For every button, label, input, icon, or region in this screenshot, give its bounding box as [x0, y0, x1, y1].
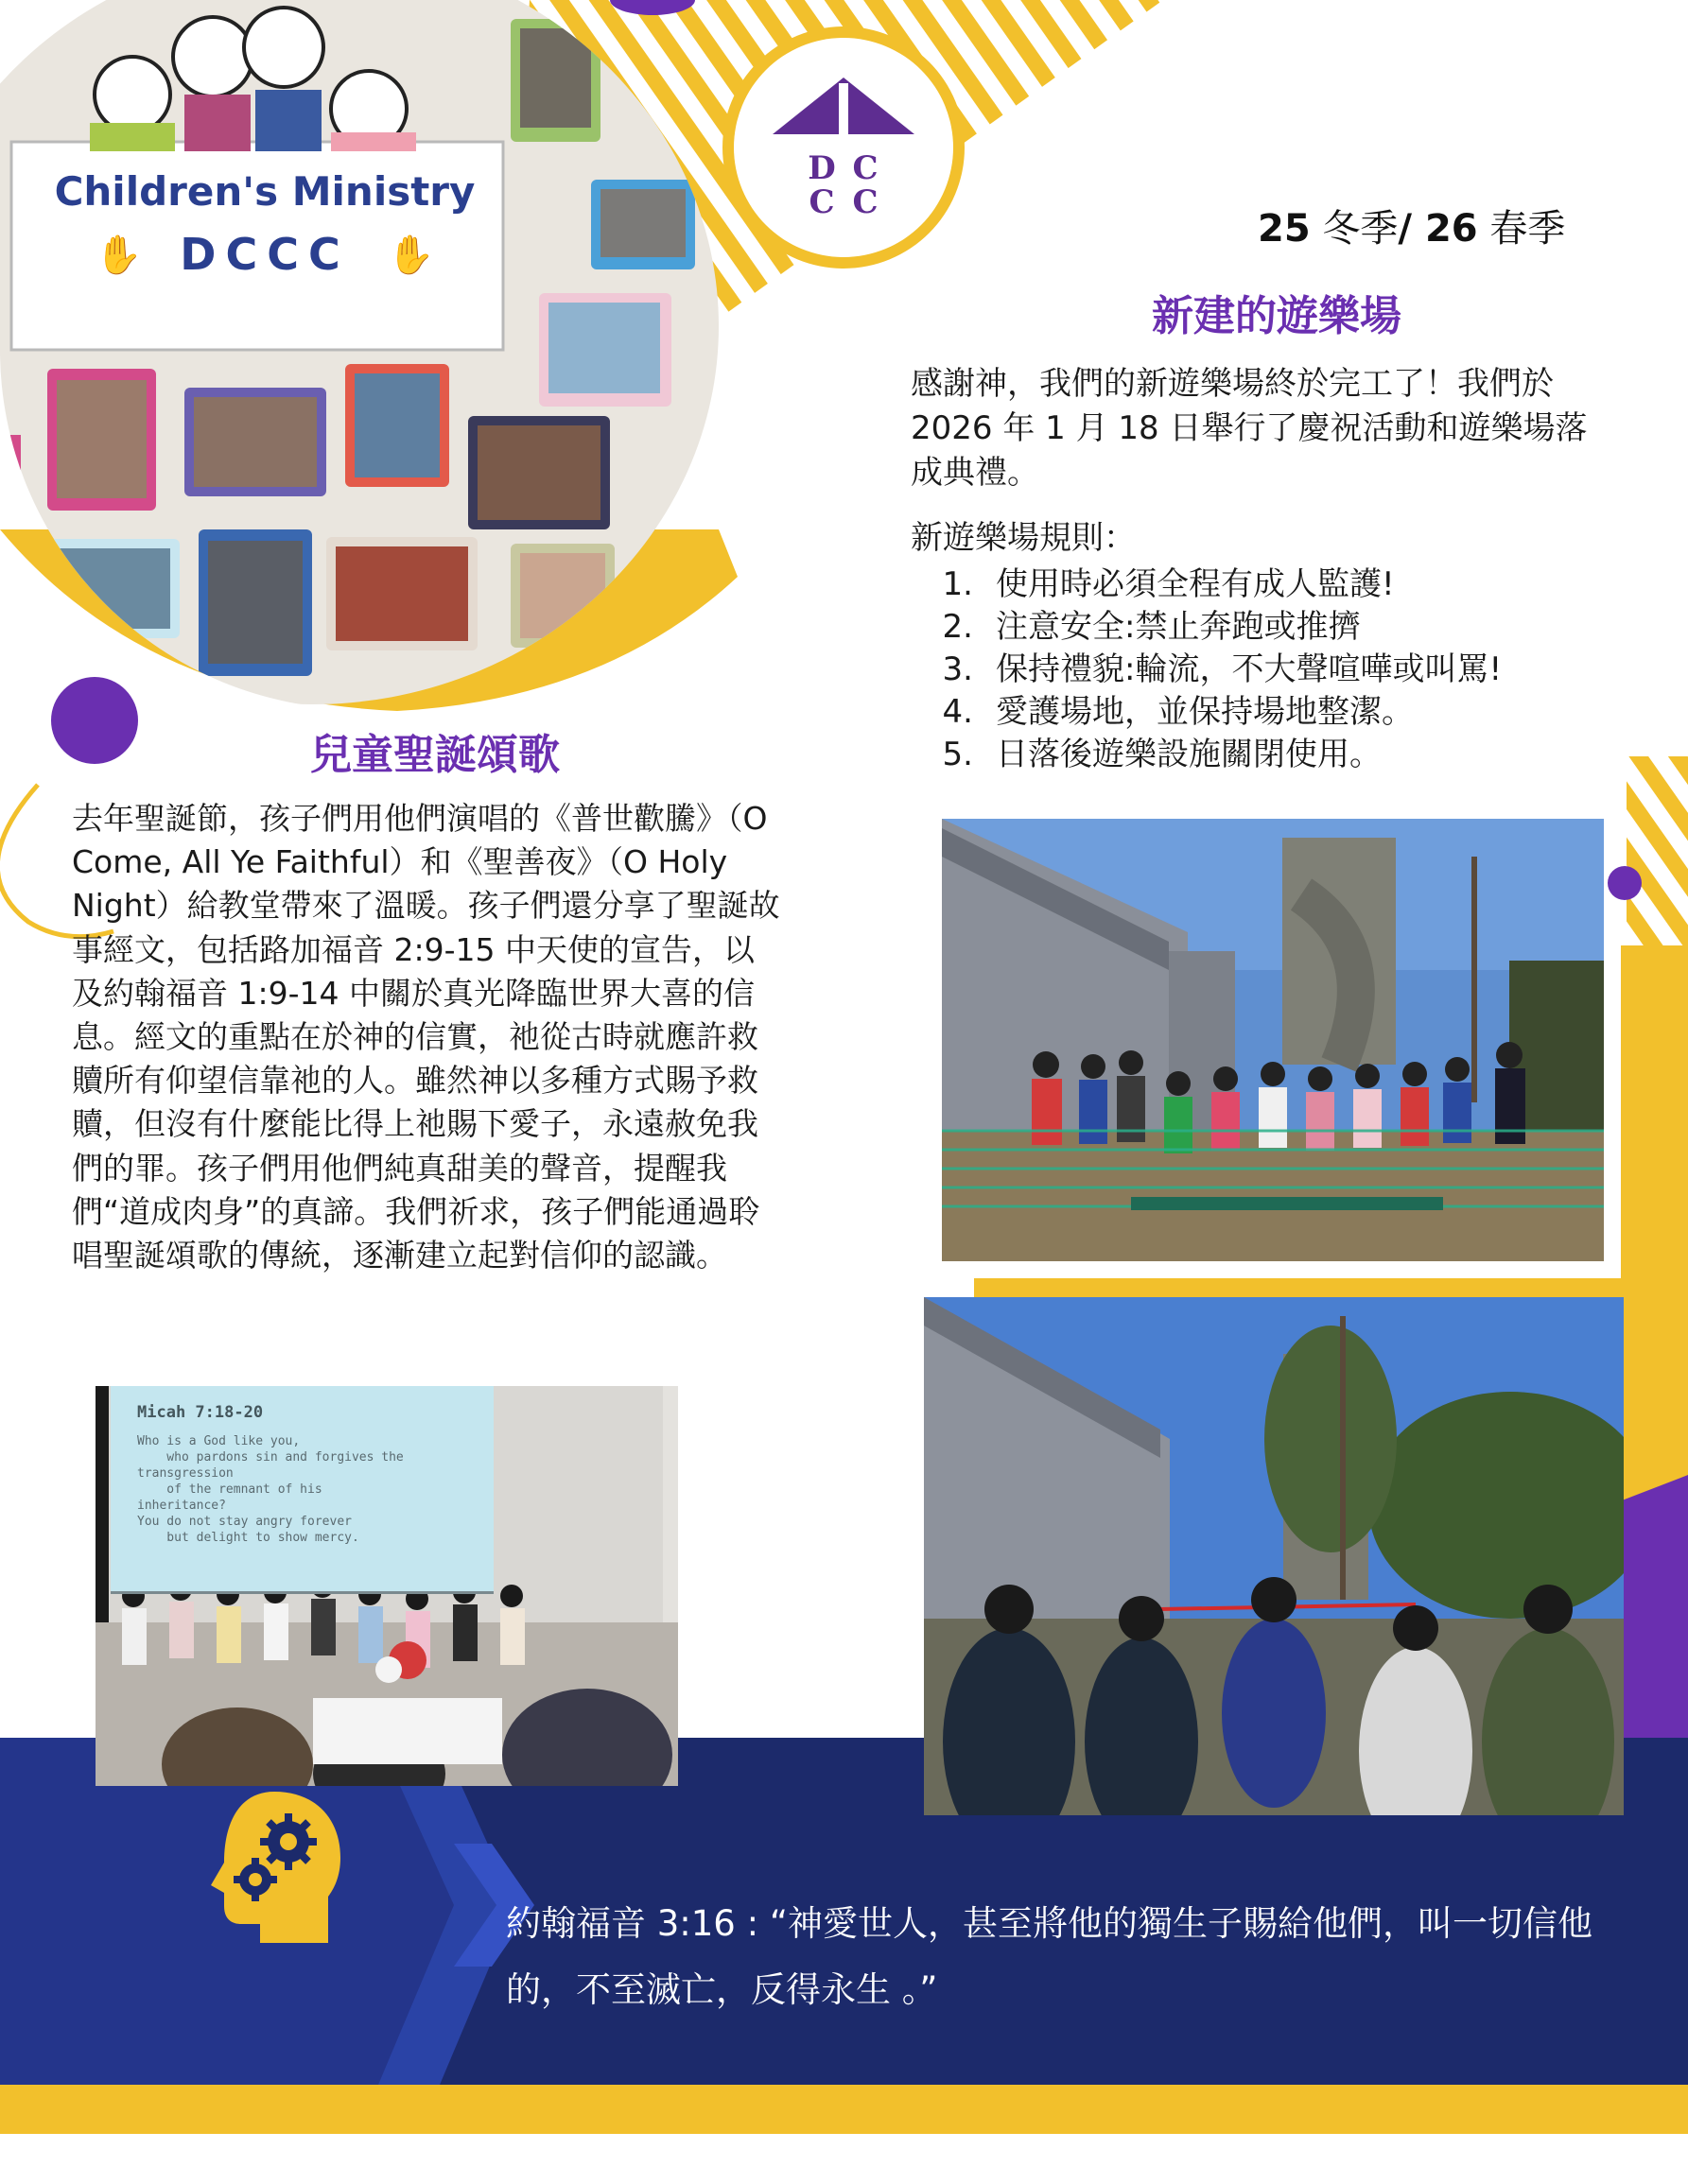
- screen-line: but delight to show mercy.: [137, 1531, 359, 1545]
- logo-letter: C: [852, 149, 879, 187]
- footer-bar: [0, 2085, 1688, 2134]
- rule-number: 5.: [942, 736, 973, 773]
- logo-letter: C: [852, 183, 879, 221]
- list-item: [911, 734, 1629, 776]
- season-name-2: 春季: [1477, 207, 1566, 251]
- screen-line: who pardons sin and forgives the: [137, 1450, 404, 1465]
- playground-group-photo: [942, 819, 1604, 1261]
- season-year-2: 26: [1424, 207, 1478, 251]
- rule-number: 2.: [942, 608, 973, 646]
- rule-text: 保持禮貌:輪流，不大聲喧嘩或叫罵!: [996, 650, 1503, 688]
- rule-text: 注意安全:禁止奔跑或推擠: [996, 608, 1361, 646]
- rule-number: 1.: [942, 565, 973, 603]
- screen-line: Who is a God like you,: [137, 1434, 301, 1448]
- season-name-1: 冬季: [1310, 207, 1399, 251]
- screen-line: inheritance?: [137, 1499, 226, 1513]
- list-item: [911, 606, 1629, 649]
- projector-screen: [111, 1386, 494, 1594]
- head-gears-icon: [203, 1787, 345, 1948]
- logo-letter: D: [808, 149, 836, 187]
- rules-title: 新遊樂場規則：: [911, 519, 1136, 557]
- rule-number: 3.: [942, 650, 973, 688]
- logo-letter: C: [809, 183, 835, 221]
- screen-line: of the remnant of his: [137, 1482, 322, 1497]
- list-item: [911, 563, 1629, 606]
- rule-text: 愛護場地，並保持場地整潔。: [996, 693, 1414, 731]
- worship-photo: [96, 1386, 678, 1786]
- handprint-icon: ✋: [95, 233, 143, 277]
- ribbon-cutting-photo: [924, 1297, 1624, 1815]
- rule-text: 日落後遊樂設施關閉使用。: [996, 736, 1382, 773]
- footer-verse: 約翰福音 3:16 : “神愛世人，甚至將他的獨生子賜給他們，叫一切信他的，不至滅亡，反得永生 。”: [506, 1903, 1593, 2010]
- rule-text: 使用時必須全程有成人監護!: [996, 565, 1395, 603]
- carol-body: 去年聖誕節，孩子們用他們演唱的《普世歡騰》（O Come, All Ye Faithful）和《聖善夜》（O Holy Night）給教堂帶來了溫暖。孩子們還分享了聖誕故事經文，包括路加福音 2:9-15 中天使的宣告，以及約翰福音 1:9-14 中關於真光降臨世界大喜的信息。經文的重點在於神的信實，祂從古時就應許救贖所有仰望信靠祂的人。雖然神以多種方式賜予救贖，但沒有什麼能比得上祂賜下愛子，永遠赦免我們的罪。孩子們用他們純真甜美的聲音，提醒我們“道成肉身”的真諦。我們祈求，孩子們能通過聆唱聖誕頌歌的傳統，逐漸建立起對信仰的認識。: [72, 800, 780, 1274]
- dccc-logo: [734, 38, 953, 257]
- handprint-icon: ✋: [387, 233, 435, 277]
- sign-title: Children's Ministry: [54, 168, 476, 215]
- screen-line: transgression: [137, 1466, 234, 1481]
- sign-subtitle-text: DCCC: [180, 229, 350, 280]
- rule-number: 4.: [942, 693, 973, 731]
- season-slash: /: [1398, 207, 1425, 251]
- rules-list: [911, 563, 1629, 776]
- season-year-1: 25: [1258, 207, 1311, 251]
- sign-subtitle: [38, 229, 492, 280]
- playground-intro: 感謝神，我們的新遊樂場終於完工了！我們於 2026 年 1 月 18 日舉行了慶祝活動和遊樂場落成典禮。: [911, 365, 1588, 492]
- screen-title: Micah 7:18-20: [137, 1403, 264, 1422]
- carol-heading: 兒童聖誕頌歌: [310, 731, 560, 779]
- church-roof-icon: [773, 78, 914, 144]
- list-item: [911, 649, 1629, 691]
- season-label: [1258, 199, 1617, 250]
- list-item: [911, 691, 1629, 734]
- playground-heading: 新建的遊樂場: [1152, 292, 1401, 340]
- screen-line: You do not stay angry forever: [137, 1515, 352, 1529]
